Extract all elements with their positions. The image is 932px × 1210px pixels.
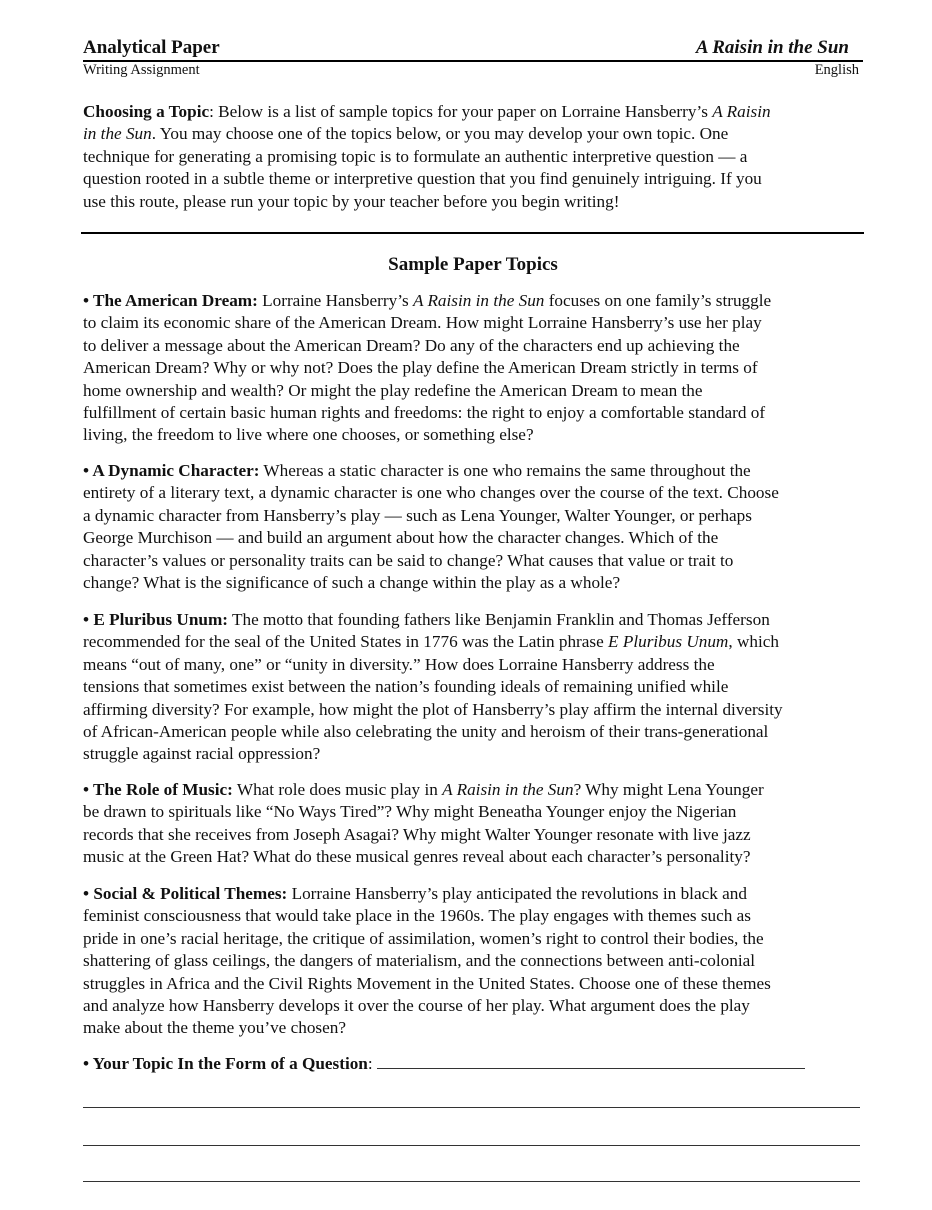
answer-line[interactable] [83, 1145, 860, 1146]
topic-heading: • The Role of Music: [83, 780, 233, 799]
intro-line: technique for generating a promising topic is to formulate an authentic interpretive question — a [83, 146, 748, 166]
topic-line: affirming diversity? For example, how might the plot of Hansberry’s play affirm the internal diversity [83, 699, 783, 719]
topic-line: of African-American people while also celebrating the unity and heroism of their trans-generational [83, 722, 769, 742]
topic-line: entirety of a literary text, a dynamic character is one who changes over the course of the text. Choose [83, 483, 779, 503]
topic-line: records that she receives from Joseph Asagai? Why might Walter Younger resonate with live jazz [83, 824, 751, 844]
question-answer-blank[interactable] [377, 1054, 805, 1069]
topic-dynamic-character: • A Dynamic Character: Whereas a static character is one who remains the same throughout the entirety of a literary text, a dynamic character is one who changes over the course of the text. Choose a dynamic character from Hansberry’s play — such as Lena Younger, Walter Younger, or perhaps George Murchison — and build an argument about how the character changes. Which of the character’s values or personality traits can be said to change? What causes that value or trait to change? What is the significance of such a change within the play as a whole? [83, 460, 865, 594]
answer-line[interactable] [83, 1181, 860, 1182]
topic-line: struggles in Africa and the Civil Rights Movement in the United States. Choose one of these themes [83, 973, 771, 993]
intro-paragraph [83, 101, 865, 213]
topic-line: feminist consciousness that would take place in the 1960s. The play engages with themes such as [83, 906, 751, 926]
topic-line: a dynamic character from Hansberry’s play — such as Lena Younger, Walter Younger, or perhaps [83, 505, 752, 525]
intro-line: in the Sun. You may choose one of the topics below, or you may develop your own topic. One [83, 124, 729, 144]
topic-line: and analyze how Hansberry develops it over the course of her play. What argument does the play [83, 996, 750, 1016]
header-bar [83, 36, 863, 62]
topic-line: struggle against racial oppression? [83, 744, 321, 764]
topic-line: be drawn to spirituals like “No Ways Tired”? Why might Beneatha Younger enjoy the Nigerian [83, 802, 737, 822]
intro-line: Choosing a Topic: Below is a list of sample topics for your paper on Lorraine Hansberry’s A Raisin [83, 102, 771, 121]
topic-line: make about the theme you’ve chosen? [83, 1018, 346, 1038]
topic-line: means “out of many, one” or “unity in diversity.” How does Lorraine Hansberry address the [83, 654, 715, 674]
question-prompt-label: • Your Topic In the Form of a Question [83, 1054, 368, 1073]
topic-line: character’s values or personality traits can be said to change? What causes that value or trait to [83, 550, 734, 570]
topic-line: fulfillment of certain basic human rights and freedoms: the right to enjoy a comfortable standard of [83, 403, 766, 423]
topic-heading: • Social & Political Themes: [83, 884, 288, 903]
topic-line: shattering of glass ceilings, the dangers of materialism, and the connections between anti-colonial [83, 951, 756, 971]
topic-line: American Dream? Why or why not? Does the play define the American Dream strictly in terms of [83, 358, 758, 378]
subject-label: English [814, 62, 859, 78]
section-title: Sample Paper Topics [388, 254, 558, 275]
topic-line: to claim its economic share of the American Dream. How might Lorraine Hansberry’s use her play [83, 313, 762, 333]
topic-line: living, the freedom to live where one chooses, or something else? [83, 425, 534, 445]
topic-role-of-music: • The Role of Music: What role does music play in A Raisin in the Sun? Why might Lena Younger be drawn to spirituals like “No Ways Tired”? Why might Beneatha Younger enjoy the Nigerian records that she receives from Joseph Asagai? Why might Walter Younger resonate with live jazz music at the Green Hat? What do these musical genres reveal about each character’s personality? [83, 779, 865, 869]
topic-heading: • A Dynamic Character: [83, 461, 260, 480]
topic-e-pluribus-unum: • E Pluribus Unum: The motto that founding fathers like Benjamin Franklin and Thomas Jefferson recommended for the seal of the United States in 1776 was the Latin phrase E Pluribus Unum, which means “out of many, one” or “unity in diversity.” How does Lorraine Hansberry address the tensions that sometimes exist between the nation’s founding ideals of remaining unified while affirming diversity? For example, how might the plot of Hansberry’s play affirm the internal diversity of African-American people while also celebrating the unity and heroism of their trans-generational struggle against racial oppression? [83, 609, 865, 766]
topic-line: home ownership and wealth? Or might the play redefine the American Dream to mean the [83, 380, 703, 400]
topic-heading: • E Pluribus Unum: [83, 610, 228, 629]
document-title: Analytical Paper [83, 37, 220, 58]
answer-line[interactable] [83, 1107, 860, 1108]
topic-line: pride in one’s racial heritage, the critique of assimilation, women’s right to control their bodies, the [83, 928, 764, 948]
book-title: A Raisin in the Sun [695, 37, 849, 58]
topic-heading: • The American Dream: [83, 291, 258, 310]
topic-american-dream: • The American Dream: Lorraine Hansberry’s A Raisin in the Sun focuses on one family’s struggle to claim its economic share of the American Dream. How might Lorraine Hansberry’s use her play to deliver a message about the American Dream? Do any of the characters end up achieving the American Dream? Why or why not? Does the play define the American Dream strictly in terms of home ownership and wealth? Or might the play redefine the American Dream to mean the fulfillment of certain basic human rights and freedoms: the right to enjoy a comfortable standard of living, the freedom to live where one chooses, or something else? [83, 290, 865, 447]
topic-line: change? What is the significance of such a change within the play as a whole? [83, 573, 621, 593]
intro-line: use this route, please run your topic by your teacher before you begin writing! [83, 191, 620, 211]
your-topic-question: • Your Topic In the Form of a Question: [83, 1053, 865, 1075]
assignment-type: Writing Assignment [83, 62, 200, 78]
intro-label: Choosing a Topic [83, 102, 210, 121]
topic-line: George Murchison — and build an argument about how the character changes. Which of the [83, 528, 719, 548]
topic-line: music at the Green Hat? What do these musical genres reveal about each character’s personality? [83, 847, 751, 867]
intro-line: question rooted in a subtle theme or interpretive question that you find genuinely intriguing. If you [83, 169, 762, 189]
topic-line: tensions that sometimes exist between the nation’s founding ideals of remaining unified while [83, 677, 729, 697]
topic-line: to deliver a message about the American Dream? Do any of the characters end up achieving the [83, 335, 740, 355]
section-divider [81, 232, 864, 234]
header-subrow [83, 61, 859, 79]
topic-social-political-themes: • Social & Political Themes: Lorraine Hansberry’s play anticipated the revolutions in black and feminist consciousness that would take place in the 1960s. The play engages with themes such as pride in one’s racial heritage, the critique of assimilation, women’s right to control their bodies, the shattering of glass ceilings, the dangers of materialism, and the connections between anti-colonial struggles in Africa and the Civil Rights Movement in the United States. Choose one of these themes and analyze how Hansberry develops it over the course of her play. What argument does the play make about the theme you’ve chosen? [83, 883, 865, 1040]
